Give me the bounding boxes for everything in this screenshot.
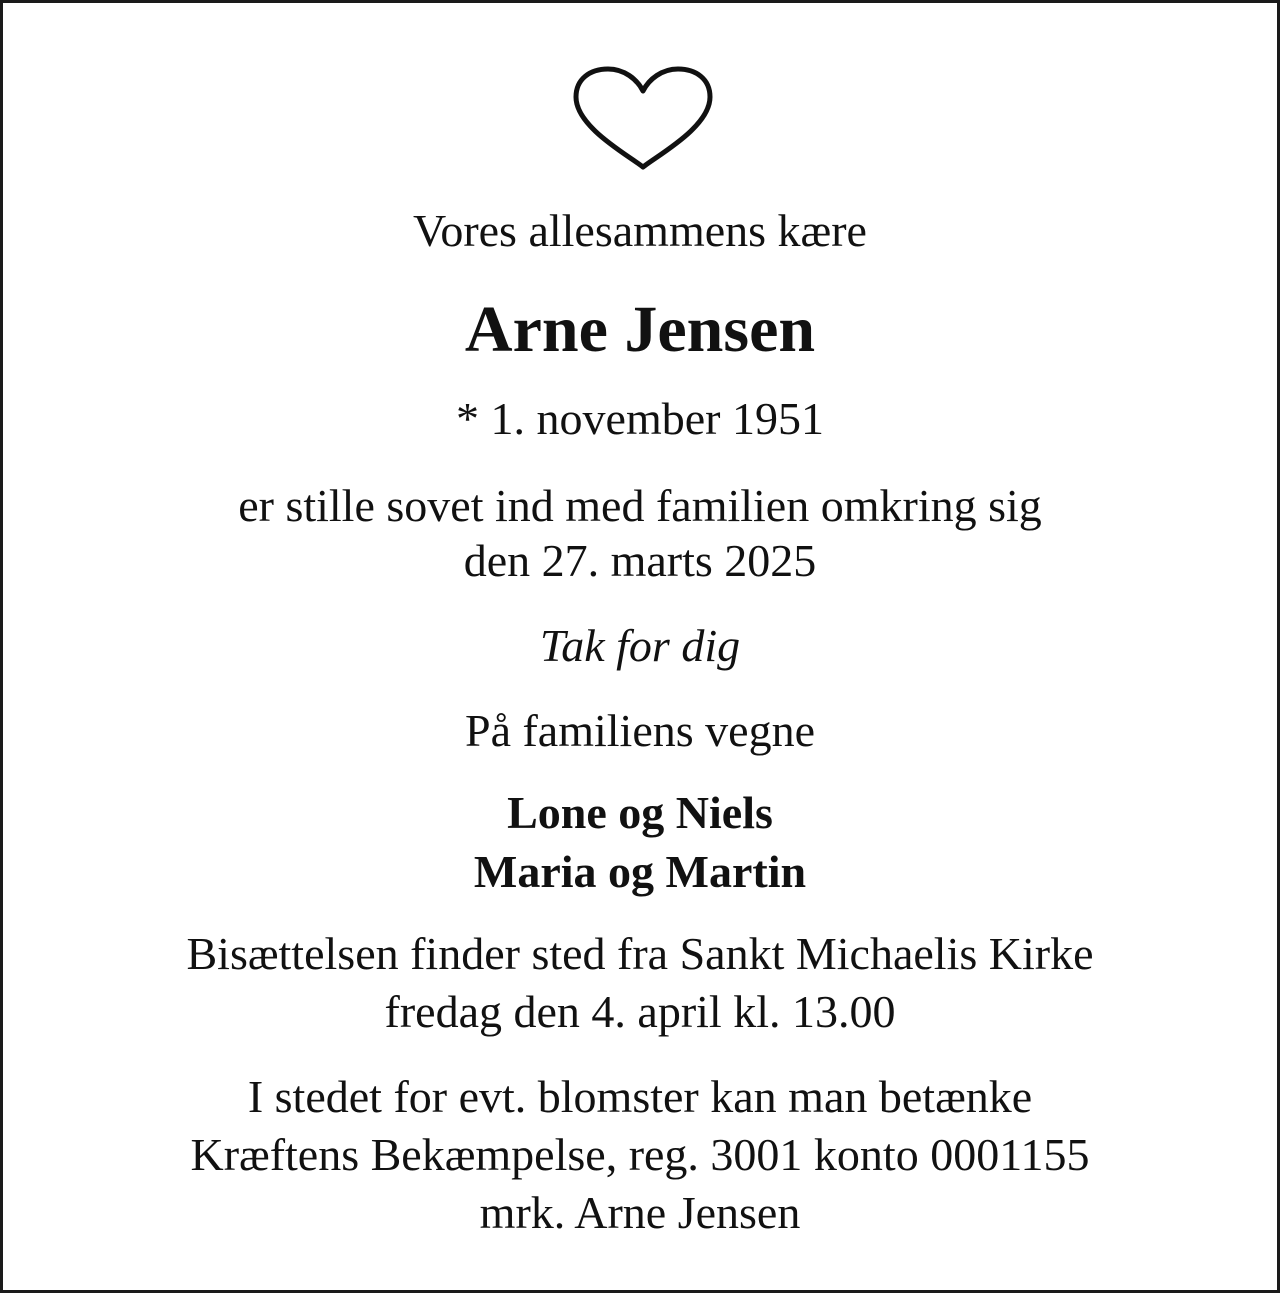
donation-info-line-1: I stedet for evt. blomster kan man betænke: [247, 1071, 1033, 1122]
heart-outline-icon: [570, 65, 716, 173]
deceased-name: Arne Jensen: [464, 293, 816, 366]
service-info-line-1: Bisættelsen finder sted fra Sankt Michaelis Kirke: [186, 928, 1094, 979]
family-names-line-1: Lone og Niels: [507, 787, 773, 838]
death-text-line-2: den 27. marts 2025: [463, 535, 817, 586]
donation-info-line-2: Kræftens Bekæmpelse, reg. 3001 konto 0001155: [190, 1129, 1090, 1180]
donation-info-line-3: mrk. Arne Jensen: [479, 1187, 801, 1238]
death-text-line-1: er stille sovet ind med familien omkring sig: [238, 480, 1042, 531]
family-names-line-2: Maria og Martin: [473, 846, 807, 897]
on-behalf-text: På familiens vegne: [464, 705, 815, 756]
birth-date: * 1. november 1951: [456, 393, 824, 444]
service-info-line-2: fredag den 4. april kl. 13.00: [384, 986, 896, 1037]
intro-text: Vores allesammens kære: [413, 205, 867, 256]
farewell-text: Tak for dig: [539, 620, 741, 671]
